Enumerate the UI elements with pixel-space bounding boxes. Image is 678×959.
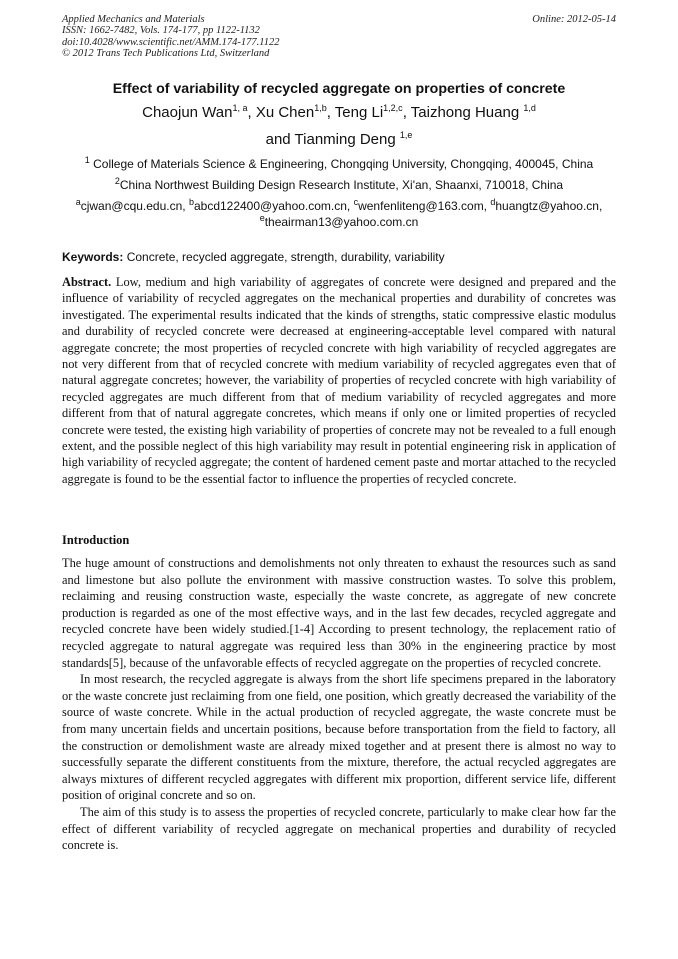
email-address: theairman13@yahoo.com.cn — [264, 215, 419, 229]
abstract-text: Low, medium and high variability of aggregates of concrete were designed and prepared and the influence of variability of recycled aggregates on the mechanical properties and durability of concretes was investigated. The experimental results indicated that the kinds of strengths, static compressive elastic modulus and durability of recycled concrete were decreased at engineering-acceptable level compared with natural aggregate concrete; the most properties of recycled concrete with high variability of recycled aggregates are not very different from that of recycled concrete with medium variability of recycled aggregates even that of natural aggregate concretes; however, the variability of properties of recycled concrete with high variability of recycled aggregates are much different from that of medium variability of recycled aggregates and more different from that of natural aggregate concretes, which means if only one or limited properties of recycled concrete were tested, the existing high variability of properties of concrete may not be revealed to a full enough extent, and the possible neglect of this high variability may result in potential engineering risk in application of high variability of recycled aggregate; the content of hardened cement paste and mortar attached to the recycled aggregate is found to be the essential factor to influence the properties of recycled concrete. — [62, 275, 616, 486]
paragraph: The huge amount of constructions and demolishments not only threaten to exhaust the resources such as sand and limestone but also pollute the environment with massive construction wastes. To solve this problem, reclaiming and reusing construction waste, especially the waste concrete, as aggregate of new concrete production is regarded as one of the most effective ways, and in the last few decades, recycled aggregate and recycled concrete have been widely studied.[1-4] According to present technology, the replacement ratio of recycled aggregate to natural aggregate was required less than 30% in the engineering practice by most standards[5], because of the unfavorable effects of recycled aggregate on the properties of recycled concrete. — [62, 556, 616, 670]
affiliation-text: College of Materials Science & Engineering, Chongqing University, Chongqing, 400045, China — [93, 157, 594, 171]
paragraph: In most research, the recycled aggregate is always from the short life specimens prepared in the laboratory or the waste concrete just reclaiming from one field, one position, which greatly decreased the variability of the source of waste concrete. While in the actual production of recycled aggregate, the waste concrete must be from many uncertain fields and uncertain positions, because before transportation from the field to factory, all the construction or demolishment waste are already mixed together and at present there is almost no way to successfully separate the different constituents from the mixture, therefore, the actual recycled aggregates are always mixtures of different recycled aggregates with different mix proportion, different service life, different position of original concrete and so on. — [62, 672, 616, 803]
email-sup: e — [259, 213, 265, 223]
author-line-2 — [40, 131, 638, 148]
author-sup: 1,d — [523, 103, 536, 113]
author-name: and Tianming Deng — [265, 131, 396, 148]
email-list — [40, 198, 638, 230]
author-sup: 1,b — [314, 103, 327, 113]
doi-line: doi:10.4028/www.scientific.net/AMM.174-177.1122 — [62, 36, 280, 48]
online-date: Online: 2012-05-14 — [532, 14, 616, 25]
copyright-line: © 2012 Trans Tech Publications Ltd, Switzerland — [62, 47, 270, 59]
email-address: huangtz@yahoo.cn, — [495, 199, 603, 213]
author-name: Teng Li — [334, 104, 384, 121]
email-sup: d — [490, 197, 496, 207]
email-address: cjwan@cqu.edu.cn, — [80, 199, 189, 213]
keywords-text: Concrete, recycled aggregate, strength, durability, variability — [123, 250, 445, 264]
section-heading: Introduction — [62, 533, 130, 547]
paragraph: The aim of this study is to assess the properties of recycled concrete, particularly to make clear how far the effect of different variability of recycled aggregate on mechanical properties and durability of recycled concrete is. — [62, 804, 616, 853]
journal-header — [62, 14, 616, 59]
author-sup: 1,e — [399, 130, 413, 140]
paper-title: Effect of variability of recycled aggregate on properties of concrete — [112, 81, 566, 97]
affiliation-text: China Northwest Building Design Research Institute, Xi'an, Shaanxi, 710018, China — [119, 178, 564, 192]
author-sup: 1,2,c — [383, 103, 403, 113]
author-sup: 1, a — [232, 103, 248, 113]
keywords-label: Keywords: — [62, 250, 124, 264]
email-sup: a — [75, 197, 81, 207]
affiliation-1 — [40, 156, 638, 172]
author-name: Chaojun Wan — [142, 104, 233, 121]
email-sup: b — [188, 197, 194, 207]
email-address: abcd122400@yahoo.com.cn, — [193, 199, 354, 213]
affiliation-sup: 1 — [84, 155, 90, 165]
affiliation-2 — [40, 177, 638, 193]
abstract — [62, 274, 616, 487]
issn-line: ISSN: 1662-7482, Vols. 174-177, pp 1122-1132 — [62, 25, 260, 37]
author-name: Xu Chen — [255, 104, 315, 121]
author-line-1: Chaojun Wan$^{1, a}$, Xu Chen$^{1,b}$, Teng Li$^{1,2,c}$, Taizhong Huang $^{1,d}$ — [142, 103, 536, 121]
author-name: Taizhong Huang — [410, 104, 520, 121]
email-sup: c — [353, 197, 359, 207]
affiliation-sup: 2 — [114, 176, 120, 186]
keywords — [62, 250, 616, 264]
journal-name: Applied Mechanics and Materials — [62, 14, 205, 25]
email-address: wenfenliteng@163.com, — [358, 199, 491, 213]
abstract-label: Abstract. — [62, 275, 112, 289]
introduction-body — [62, 555, 616, 854]
